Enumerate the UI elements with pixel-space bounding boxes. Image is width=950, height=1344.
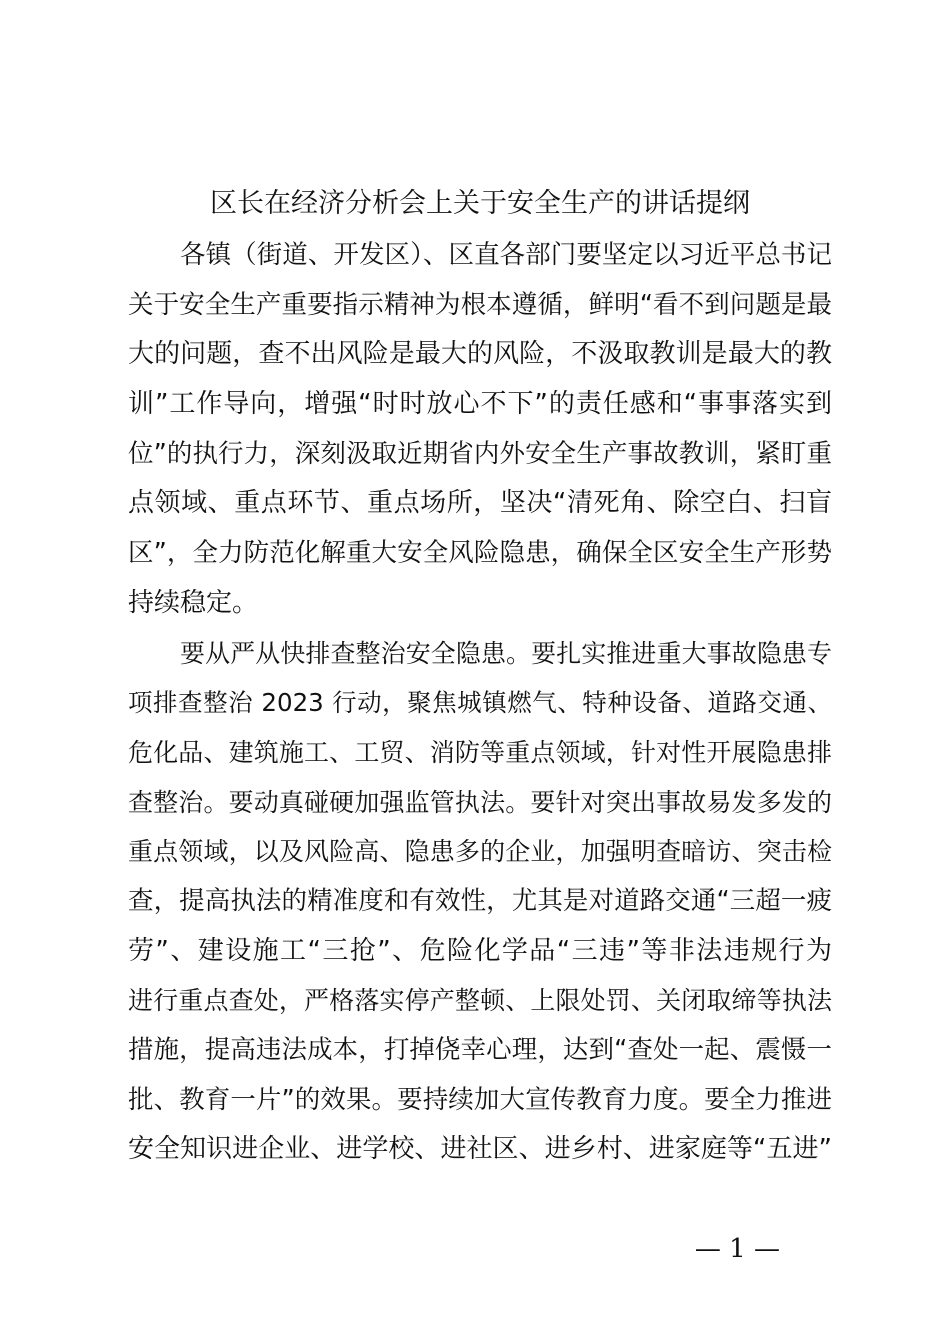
paragraph-2-line: 查，提高执法的精准度和有效性，尤其是对道路交通“三超一疲 bbox=[128, 885, 832, 916]
paragraph-1-line: 各镇（街道、开发区）、区直各部门要坚定以习近平总书记 bbox=[180, 240, 832, 270]
page-number: — 1 — bbox=[694, 1234, 780, 1264]
paragraph-2-line: 进行重点查处，严格落实停产整顿、上限处罚、关闭取缔等执法 bbox=[128, 986, 832, 1016]
paragraph-2-line: 安全知识进企业、进学校、进社区、进乡村、进家庭等“五进” bbox=[128, 1134, 832, 1165]
paragraph-2-line: 重点领域，以及风险高、隐患多的企业，加强明查暗访、突击检 bbox=[128, 837, 832, 867]
paragraph-1-line: 区”，全力防范化解重大安全风险隐患，确保全区安全生产形势 bbox=[128, 538, 832, 569]
paragraph-1-line: 点领域、重点环节、重点场所，坚决“清死角、除空白、扫盲 bbox=[128, 488, 832, 519]
paragraph-2-line: 危化品、建筑施工、工贸、消防等重点领域，针对性开展隐患排 bbox=[128, 737, 832, 767]
paragraph-2-line: 要从严从快排查整治安全隐患。要扎实推进重大事故隐患专 bbox=[180, 638, 832, 668]
document-body bbox=[128, 231, 832, 1175]
paragraph-2-line: 劳”、建设施工“三抢”、危险化学品“三违”等非法违规行为 bbox=[128, 935, 832, 966]
paragraph-2-line: 批、教育一片”的效果。要持续加大宣传教育力度。要全力推进 bbox=[128, 1084, 832, 1115]
paragraph-1-line: 大的问题，查不出风险是最大的风险，不汲取教训是最大的教 bbox=[128, 339, 832, 370]
paragraph-1-line: 训”工作导向，增强“时时放心不下”的责任感和“事事落实到 bbox=[128, 389, 832, 420]
paragraph-1-line: 位”的执行力，深刻汲取近期省内外安全生产事故教训，紧盯重 bbox=[128, 438, 832, 469]
paragraph-1-line: 关于安全生产重要指示精神为根本遵循，鲜明“看不到问题是最 bbox=[128, 289, 832, 320]
paragraph-2-line: 查整治。要动真碰硬加强监管执法。要针对突出事故易发多发的 bbox=[128, 787, 832, 817]
document-title: 区长在经济分析会上关于安全生产的讲话提纲 bbox=[210, 188, 750, 219]
paragraph-2-line: 措施，提高违法成本，打掉侥幸心理，达到“查处一起、震慑一 bbox=[128, 1035, 832, 1065]
paragraph-2-line: 项排查整治 2023 行动，聚焦城镇燃气、特种设备、道路交通、 bbox=[128, 688, 832, 718]
paragraph-1-line: 持续稳定。 bbox=[128, 587, 259, 618]
